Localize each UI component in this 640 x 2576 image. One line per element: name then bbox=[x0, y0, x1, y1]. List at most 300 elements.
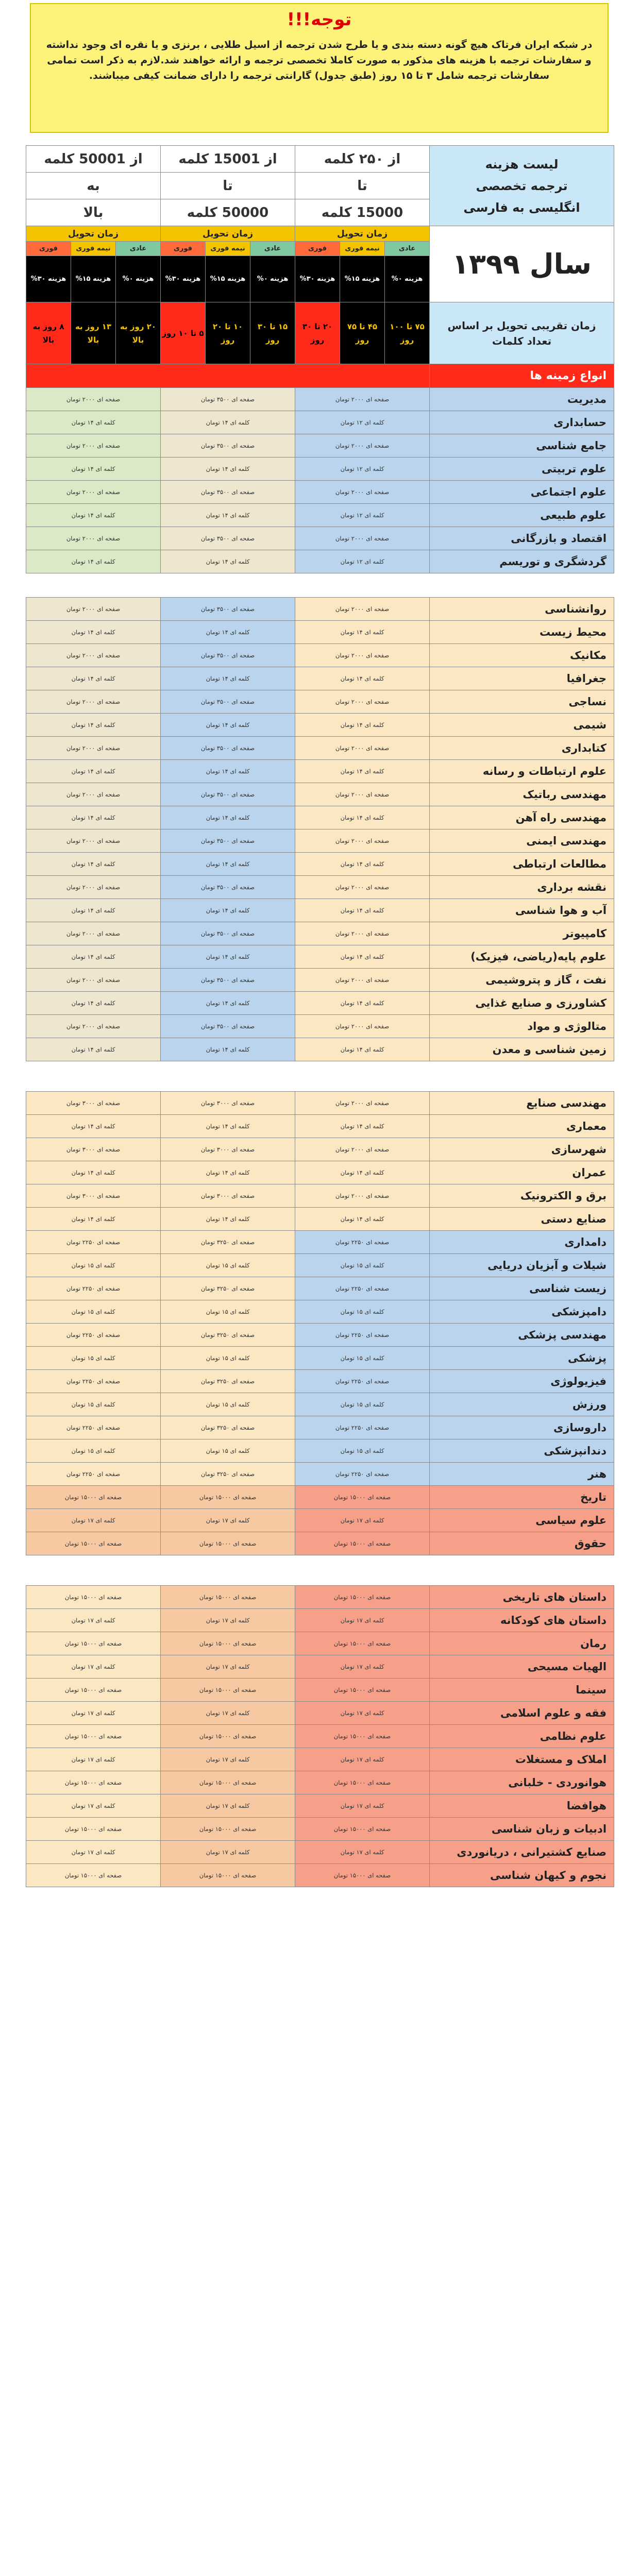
price-cell: صفحه ای ۲۰۰۰ تومان bbox=[295, 527, 430, 550]
price-cell: کلمه ای ۱۴ تومان bbox=[161, 621, 295, 644]
delivery-days: ۴۵ تا ۷۵ روز bbox=[340, 302, 385, 364]
price-cell: کلمه ای ۱۴ تومان bbox=[26, 714, 161, 737]
subject-name: برق و الکترونیک bbox=[430, 1184, 614, 1208]
price-cell: کلمه ای ۱۵ تومان bbox=[295, 1393, 430, 1416]
price-cell: کلمه ای ۱۵ تومان bbox=[161, 1439, 295, 1463]
price-cell: صفحه ای ۳۵۰۰ تومان bbox=[161, 527, 295, 550]
price-cell: صفحه ای ۳۵۰۰ تومان bbox=[161, 829, 295, 853]
price-cell: صفحه ای ۱۵۰۰۰ تومان bbox=[161, 1486, 295, 1509]
price-cell: کلمه ای ۱۲ تومان bbox=[295, 550, 430, 573]
price-cell: کلمه ای ۱۴ تومان bbox=[161, 992, 295, 1015]
price-cell: صفحه ای ۳۰۰۰ تومان bbox=[26, 1138, 161, 1161]
subject-name: فقه و علوم اسلامی bbox=[430, 1702, 614, 1725]
price-cell: صفحه ای ۲۰۰۰ تومان bbox=[26, 922, 161, 945]
delivery-time-label-1: زمان تحویل bbox=[295, 226, 430, 242]
subject-name: فیزیولوژی bbox=[430, 1370, 614, 1393]
price-cell: کلمه ای ۱۴ تومان bbox=[161, 760, 295, 783]
range-header-3-line2: به bbox=[26, 173, 161, 199]
price-cell: صفحه ای ۳۲۵۰ تومان bbox=[161, 1231, 295, 1254]
fields-label: انواع زمینه ها bbox=[430, 364, 614, 388]
price-cell: کلمه ای ۱۷ تومان bbox=[161, 1702, 295, 1725]
price-cell: صفحه ای ۲۰۰۰ تومان bbox=[26, 737, 161, 760]
price-cell: کلمه ای ۱۴ تومان bbox=[295, 1038, 430, 1061]
price-cell: کلمه ای ۱۴ تومان bbox=[26, 1115, 161, 1138]
price-cell: صفحه ای ۱۵۰۰۰ تومان bbox=[161, 1586, 295, 1609]
table-row bbox=[26, 853, 614, 876]
subject-name: کامپیوتر bbox=[430, 922, 614, 945]
notice-box bbox=[30, 3, 609, 133]
price-cell: کلمه ای ۱۵ تومان bbox=[295, 1439, 430, 1463]
mode-label: فوری bbox=[295, 242, 340, 256]
price-cell: صفحه ای ۲۰۰۰ تومان bbox=[295, 1015, 430, 1038]
price-cell: صفحه ای ۱۵۰۰۰ تومان bbox=[295, 1725, 430, 1748]
title-line2: ترجمه تخصصی bbox=[476, 178, 568, 193]
section-gap bbox=[26, 1555, 614, 1586]
price-cell: صفحه ای ۱۵۰۰۰ تومان bbox=[295, 1679, 430, 1702]
price-cell: کلمه ای ۱۷ تومان bbox=[161, 1655, 295, 1679]
subject-name: شهرسازی bbox=[430, 1138, 614, 1161]
price-cell: صفحه ای ۲۰۰۰ تومان bbox=[295, 876, 430, 899]
table-row bbox=[26, 550, 614, 573]
price-cell: کلمه ای ۱۴ تومان bbox=[26, 1208, 161, 1231]
year-box: سال ۱۳۹۹ bbox=[430, 226, 614, 302]
price-cell: کلمه ای ۱۵ تومان bbox=[26, 1347, 161, 1370]
subject-name: حسابداری bbox=[430, 411, 614, 434]
price-cell: صفحه ای ۳۵۰۰ تومان bbox=[161, 922, 295, 945]
price-cell: کلمه ای ۱۵ تومان bbox=[161, 1393, 295, 1416]
table-row bbox=[26, 1161, 614, 1184]
price-cell: کلمه ای ۱۴ تومان bbox=[295, 992, 430, 1015]
price-cell: کلمه ای ۱۴ تومان bbox=[26, 806, 161, 829]
title-line1: لیست هزینه bbox=[485, 157, 559, 172]
delivery-days: ۸ روز به بالا bbox=[26, 302, 71, 364]
table-row bbox=[26, 527, 614, 550]
table-row bbox=[26, 1841, 614, 1864]
table-row bbox=[26, 1632, 614, 1655]
section-gap bbox=[26, 1061, 614, 1092]
table-row bbox=[26, 1138, 614, 1161]
price-cell: صفحه ای ۳۰۰۰ تومان bbox=[26, 1184, 161, 1208]
price-cell: کلمه ای ۱۷ تومان bbox=[161, 1509, 295, 1532]
table-row bbox=[26, 737, 614, 760]
price-cell: کلمه ای ۱۴ تومان bbox=[161, 1038, 295, 1061]
price-cell: صفحه ای ۲۲۵۰ تومان bbox=[295, 1231, 430, 1254]
table-row bbox=[26, 690, 614, 714]
price-cell: کلمه ای ۱۴ تومان bbox=[295, 945, 430, 969]
subject-name: علوم پایه(ریاضی، فیزیک) bbox=[430, 945, 614, 969]
table-row bbox=[26, 1771, 614, 1794]
price-cell: کلمه ای ۱۴ تومان bbox=[161, 504, 295, 527]
table-row bbox=[26, 1586, 614, 1609]
range-header-1-line1: از ۲۵۰ کلمه bbox=[295, 146, 430, 173]
mode-label: فوری bbox=[26, 242, 71, 256]
price-cell: صفحه ای ۱۵۰۰۰ تومان bbox=[161, 1679, 295, 1702]
price-cell: کلمه ای ۱۴ تومان bbox=[26, 760, 161, 783]
price-cell: کلمه ای ۱۴ تومان bbox=[26, 992, 161, 1015]
subject-name: نساجی bbox=[430, 690, 614, 714]
price-cell: کلمه ای ۱۴ تومان bbox=[161, 550, 295, 573]
price-cell: کلمه ای ۱۴ تومان bbox=[295, 899, 430, 922]
price-cell: صفحه ای ۳۲۵۰ تومان bbox=[161, 1277, 295, 1300]
subject-name: سینما bbox=[430, 1679, 614, 1702]
table-row bbox=[26, 388, 614, 411]
subject-name: مکانیک bbox=[430, 644, 614, 667]
subject-name: محیط زیست bbox=[430, 621, 614, 644]
price-cell: کلمه ای ۱۷ تومان bbox=[295, 1841, 430, 1864]
price-cell: کلمه ای ۱۴ تومان bbox=[26, 853, 161, 876]
price-cell: صفحه ای ۲۰۰۰ تومان bbox=[26, 783, 161, 806]
price-cell: کلمه ای ۱۴ تومان bbox=[295, 806, 430, 829]
price-cell: کلمه ای ۱۵ تومان bbox=[295, 1254, 430, 1277]
price-percent: هزینه ۰% bbox=[385, 256, 430, 302]
price-percent: هزینه ۱۵% bbox=[206, 256, 250, 302]
price-percent: هزینه ۱۵% bbox=[71, 256, 116, 302]
price-cell: صفحه ای ۱۵۰۰۰ تومان bbox=[26, 1486, 161, 1509]
subject-name: ادبیات و زبان شناسی bbox=[430, 1818, 614, 1841]
subject-name: دندانپزشکی bbox=[430, 1439, 614, 1463]
price-cell: کلمه ای ۱۴ تومان bbox=[161, 853, 295, 876]
price-cell: صفحه ای ۲۰۰۰ تومان bbox=[295, 598, 430, 621]
price-cell: صفحه ای ۲۲۵۰ تومان bbox=[26, 1277, 161, 1300]
price-cell: صفحه ای ۳۰۰۰ تومان bbox=[26, 1092, 161, 1115]
subject-name: زیست شناسی bbox=[430, 1277, 614, 1300]
price-cell: صفحه ای ۲۰۰۰ تومان bbox=[295, 922, 430, 945]
subject-name: معماری bbox=[430, 1115, 614, 1138]
price-cell: صفحه ای ۲۰۰۰ تومان bbox=[295, 1184, 430, 1208]
table-row bbox=[26, 760, 614, 783]
delivery-days: ۷۵ تا ۱۰۰ روز bbox=[385, 302, 430, 364]
price-cell: کلمه ای ۱۴ تومان bbox=[161, 714, 295, 737]
price-percent: هزینه ۰% bbox=[116, 256, 161, 302]
price-cell: کلمه ای ۱۴ تومان bbox=[26, 504, 161, 527]
subject-name: علوم اجتماعی bbox=[430, 481, 614, 504]
table-row bbox=[26, 1277, 614, 1300]
price-cell: صفحه ای ۲۰۰۰ تومان bbox=[26, 434, 161, 457]
price-cell: کلمه ای ۱۴ تومان bbox=[26, 411, 161, 434]
price-cell: کلمه ای ۱۴ تومان bbox=[295, 621, 430, 644]
range-header-1-line3: 15000 کلمه bbox=[295, 199, 430, 226]
price-cell: کلمه ای ۱۴ تومان bbox=[295, 1208, 430, 1231]
price-cell: کلمه ای ۱۷ تومان bbox=[295, 1702, 430, 1725]
price-cell: صفحه ای ۱۵۰۰۰ تومان bbox=[26, 1725, 161, 1748]
subject-name: علوم طبیعی bbox=[430, 504, 614, 527]
price-cell: صفحه ای ۲۲۵۰ تومان bbox=[26, 1370, 161, 1393]
price-cell: صفحه ای ۲۰۰۰ تومان bbox=[295, 434, 430, 457]
price-cell: صفحه ای ۳۲۵۰ تومان bbox=[161, 1463, 295, 1486]
price-cell: کلمه ای ۱۴ تومان bbox=[295, 1161, 430, 1184]
price-cell: کلمه ای ۱۲ تومان bbox=[295, 411, 430, 434]
table-row bbox=[26, 1702, 614, 1725]
section-gap bbox=[26, 573, 614, 598]
subject-name: شیمی bbox=[430, 714, 614, 737]
price-table bbox=[26, 145, 614, 1887]
price-cell: کلمه ای ۱۷ تومان bbox=[26, 1841, 161, 1864]
price-cell: صفحه ای ۲۲۵۰ تومان bbox=[295, 1324, 430, 1347]
price-cell: صفحه ای ۳۰۰۰ تومان bbox=[161, 1092, 295, 1115]
subject-name: روانشناسی bbox=[430, 598, 614, 621]
table-row bbox=[26, 1609, 614, 1632]
table-row bbox=[26, 992, 614, 1015]
price-cell: صفحه ای ۲۰۰۰ تومان bbox=[26, 481, 161, 504]
title-line3: انگلیسی به فارسی bbox=[463, 200, 580, 215]
price-cell: صفحه ای ۲۰۰۰ تومان bbox=[295, 783, 430, 806]
price-cell: صفحه ای ۲۰۰۰ تومان bbox=[26, 690, 161, 714]
subject-name: علوم سیاسی bbox=[430, 1509, 614, 1532]
table-row bbox=[26, 504, 614, 527]
price-cell: صفحه ای ۲۰۰۰ تومان bbox=[295, 737, 430, 760]
price-cell: صفحه ای ۳۵۰۰ تومان bbox=[161, 598, 295, 621]
delivery-days: ۱۰ تا ۲۰ روز bbox=[206, 302, 250, 364]
price-cell: صفحه ای ۱۵۰۰۰ تومان bbox=[295, 1818, 430, 1841]
price-cell: کلمه ای ۱۴ تومان bbox=[26, 1161, 161, 1184]
price-cell: صفحه ای ۱۵۰۰۰ تومان bbox=[26, 1679, 161, 1702]
price-cell: کلمه ای ۱۷ تومان bbox=[26, 1609, 161, 1632]
subject-name: هوافضا bbox=[430, 1794, 614, 1818]
price-percent: هزینه ۳۰% bbox=[26, 256, 71, 302]
price-cell: صفحه ای ۲۲۵۰ تومان bbox=[295, 1370, 430, 1393]
table-row bbox=[26, 1509, 614, 1532]
price-percent: هزینه ۳۰% bbox=[161, 256, 206, 302]
price-cell: کلمه ای ۱۵ تومان bbox=[295, 1300, 430, 1324]
subject-name: عمران bbox=[430, 1161, 614, 1184]
price-cell: صفحه ای ۲۰۰۰ تومان bbox=[26, 969, 161, 992]
price-cell: کلمه ای ۱۴ تومان bbox=[161, 945, 295, 969]
subject-name: علوم ارتباطات و رسانه bbox=[430, 760, 614, 783]
subject-name: ورزش bbox=[430, 1393, 614, 1416]
table-row bbox=[26, 621, 614, 644]
price-cell: کلمه ای ۱۴ تومان bbox=[295, 667, 430, 690]
table-row bbox=[26, 1115, 614, 1138]
price-cell: کلمه ای ۱۵ تومان bbox=[26, 1254, 161, 1277]
price-cell: کلمه ای ۱۴ تومان bbox=[161, 806, 295, 829]
table-row bbox=[26, 1370, 614, 1393]
subject-name: آب و هوا شناسی bbox=[430, 899, 614, 922]
table-row bbox=[26, 1254, 614, 1277]
price-cell: صفحه ای ۲۲۵۰ تومان bbox=[26, 1231, 161, 1254]
subject-name: علوم نظامی bbox=[430, 1725, 614, 1748]
table-row bbox=[26, 1864, 614, 1887]
table-row bbox=[26, 1038, 614, 1061]
price-cell: کلمه ای ۱۴ تومان bbox=[295, 760, 430, 783]
range-header-3-line3: بالا bbox=[26, 199, 161, 226]
table-row bbox=[26, 783, 614, 806]
table-row bbox=[26, 714, 614, 737]
price-cell: صفحه ای ۳۲۵۰ تومان bbox=[161, 1324, 295, 1347]
table-row bbox=[26, 667, 614, 690]
price-cell: صفحه ای ۲۰۰۰ تومان bbox=[26, 388, 161, 411]
price-cell: کلمه ای ۱۷ تومان bbox=[295, 1794, 430, 1818]
price-cell: صفحه ای ۲۲۵۰ تومان bbox=[295, 1416, 430, 1439]
price-cell: کلمه ای ۱۵ تومان bbox=[161, 1300, 295, 1324]
price-cell: صفحه ای ۲۰۰۰ تومان bbox=[26, 527, 161, 550]
table-row bbox=[26, 1655, 614, 1679]
delivery-time-label-2: زمان تحویل bbox=[161, 226, 295, 242]
price-cell: صفحه ای ۲۰۰۰ تومان bbox=[295, 388, 430, 411]
price-cell: صفحه ای ۱۵۰۰۰ تومان bbox=[161, 1532, 295, 1555]
price-cell: صفحه ای ۱۵۰۰۰ تومان bbox=[295, 1486, 430, 1509]
table-row bbox=[26, 1794, 614, 1818]
delivery-days: ۱۳ روز به بالا bbox=[71, 302, 116, 364]
price-cell: صفحه ای ۳۵۰۰ تومان bbox=[161, 434, 295, 457]
price-cell: صفحه ای ۳۵۰۰ تومان bbox=[161, 388, 295, 411]
price-cell: صفحه ای ۲۰۰۰ تومان bbox=[295, 969, 430, 992]
price-cell: کلمه ای ۱۵ تومان bbox=[295, 1347, 430, 1370]
delivery-time-label-3: زمان تحویل bbox=[26, 226, 161, 242]
price-cell: صفحه ای ۱۵۰۰۰ تومان bbox=[295, 1632, 430, 1655]
table-row bbox=[26, 481, 614, 504]
price-cell: صفحه ای ۱۵۰۰۰ تومان bbox=[26, 1586, 161, 1609]
range-header-2-line3: 50000 کلمه bbox=[161, 199, 295, 226]
subject-name: هوانوردی - خلبانی bbox=[430, 1771, 614, 1794]
delivery-days: ۱۵ تا ۳۰ روز bbox=[250, 302, 295, 364]
table-row bbox=[26, 945, 614, 969]
price-cell: صفحه ای ۱۵۰۰۰ تومان bbox=[295, 1532, 430, 1555]
price-cell: کلمه ای ۱۷ تومان bbox=[26, 1509, 161, 1532]
notice-title: توجه!!! bbox=[287, 9, 352, 30]
subject-name: پزشکی bbox=[430, 1347, 614, 1370]
price-cell: صفحه ای ۱۵۰۰۰ تومان bbox=[26, 1818, 161, 1841]
price-cell: صفحه ای ۲۰۰۰ تومان bbox=[295, 644, 430, 667]
price-cell: کلمه ای ۱۷ تومان bbox=[161, 1794, 295, 1818]
table-row bbox=[26, 1439, 614, 1463]
price-cell: صفحه ای ۱۵۰۰۰ تومان bbox=[295, 1864, 430, 1887]
price-cell: صفحه ای ۱۵۰۰۰ تومان bbox=[161, 1632, 295, 1655]
subject-name: زمین شناسی و معدن bbox=[430, 1038, 614, 1061]
price-cell: کلمه ای ۱۷ تومان bbox=[295, 1609, 430, 1632]
price-cell: کلمه ای ۱۲ تومان bbox=[295, 504, 430, 527]
table-row bbox=[26, 1347, 614, 1370]
price-cell: صفحه ای ۲۰۰۰ تومان bbox=[26, 1015, 161, 1038]
price-cell: کلمه ای ۱۷ تومان bbox=[295, 1655, 430, 1679]
subject-name: متالوژی و مواد bbox=[430, 1015, 614, 1038]
price-cell: صفحه ای ۳۵۰۰ تومان bbox=[161, 737, 295, 760]
subject-name: کتابداری bbox=[430, 737, 614, 760]
subject-name: کشاورزی و صنایع غذایی bbox=[430, 992, 614, 1015]
table-row bbox=[26, 644, 614, 667]
price-cell: کلمه ای ۱۴ تومان bbox=[26, 550, 161, 573]
price-cell: صفحه ای ۱۵۰۰۰ تومان bbox=[26, 1771, 161, 1794]
table-row bbox=[26, 457, 614, 481]
subject-name: داستان های تاریخی bbox=[430, 1586, 614, 1609]
price-cell: صفحه ای ۳۵۰۰ تومان bbox=[161, 783, 295, 806]
price-cell: کلمه ای ۱۴ تومان bbox=[26, 457, 161, 481]
subject-name: داستان های کودکانه bbox=[430, 1609, 614, 1632]
mode-label: فوری bbox=[161, 242, 206, 256]
price-cell: کلمه ای ۱۷ تومان bbox=[161, 1609, 295, 1632]
subject-name: نقشه برداری bbox=[430, 876, 614, 899]
range-header-2-line1: از 15001 کلمه bbox=[161, 146, 295, 173]
range-header-2-line2: تا bbox=[161, 173, 295, 199]
table-row bbox=[26, 1532, 614, 1555]
table-row bbox=[26, 1324, 614, 1347]
price-cell: صفحه ای ۱۵۰۰۰ تومان bbox=[26, 1864, 161, 1887]
price-cell: صفحه ای ۳۵۰۰ تومان bbox=[161, 969, 295, 992]
table-row bbox=[26, 1818, 614, 1841]
price-cell: صفحه ای ۳۵۰۰ تومان bbox=[161, 690, 295, 714]
mode-label: عادی bbox=[385, 242, 430, 256]
price-cell: کلمه ای ۱۷ تومان bbox=[295, 1509, 430, 1532]
price-cell: کلمه ای ۱۵ تومان bbox=[161, 1347, 295, 1370]
price-cell: کلمه ای ۱۲ تومان bbox=[295, 457, 430, 481]
subject-name: صنایع کشتیرانی ، دریانوردی bbox=[430, 1841, 614, 1864]
price-cell: صفحه ای ۲۰۰۰ تومان bbox=[26, 598, 161, 621]
mode-label: نیمه فوری bbox=[340, 242, 385, 256]
subject-name: مهندسی رباتیک bbox=[430, 783, 614, 806]
table-row bbox=[26, 1184, 614, 1208]
price-cell: کلمه ای ۱۷ تومان bbox=[26, 1794, 161, 1818]
subject-name: نجوم و کیهان شناسی bbox=[430, 1864, 614, 1887]
price-cell: کلمه ای ۱۵ تومان bbox=[161, 1254, 295, 1277]
price-cell: صفحه ای ۳۰۰۰ تومان bbox=[161, 1138, 295, 1161]
table-row bbox=[26, 922, 614, 945]
price-cell: صفحه ای ۱۵۰۰۰ تومان bbox=[26, 1632, 161, 1655]
subject-name: مدیریت bbox=[430, 388, 614, 411]
table-row bbox=[26, 1208, 614, 1231]
price-percent: هزینه ۳۰% bbox=[295, 256, 340, 302]
mode-label: نیمه فوری bbox=[71, 242, 116, 256]
price-cell: کلمه ای ۱۴ تومان bbox=[161, 899, 295, 922]
subject-name: نفت ، گاز و پتروشیمی bbox=[430, 969, 614, 992]
subject-name: مطالعات ارتباطی bbox=[430, 853, 614, 876]
price-cell: صفحه ای ۲۰۰۰ تومان bbox=[295, 829, 430, 853]
price-cell: کلمه ای ۱۴ تومان bbox=[161, 411, 295, 434]
price-cell: صفحه ای ۲۲۵۰ تومان bbox=[26, 1416, 161, 1439]
price-cell: صفحه ای ۱۵۰۰۰ تومان bbox=[161, 1818, 295, 1841]
table-row bbox=[26, 1725, 614, 1748]
price-cell: صفحه ای ۱۵۰۰۰ تومان bbox=[26, 1532, 161, 1555]
title-box bbox=[430, 146, 614, 226]
price-cell: صفحه ای ۳۵۰۰ تومان bbox=[161, 481, 295, 504]
subject-name: داروسازی bbox=[430, 1416, 614, 1439]
subject-name: هنر bbox=[430, 1463, 614, 1486]
subject-name: مهندسی راه آهن bbox=[430, 806, 614, 829]
table-row bbox=[26, 1748, 614, 1771]
table-row bbox=[26, 1092, 614, 1115]
delivery-estimate-label: زمان تقریبی تحویل بر اساس تعداد کلمات bbox=[430, 302, 614, 364]
mode-label: نیمه فوری bbox=[206, 242, 250, 256]
price-cell: کلمه ای ۱۴ تومان bbox=[26, 899, 161, 922]
subject-name: رمان bbox=[430, 1632, 614, 1655]
price-cell: کلمه ای ۱۴ تومان bbox=[295, 1115, 430, 1138]
table-row bbox=[26, 876, 614, 899]
price-cell: صفحه ای ۲۰۰۰ تومان bbox=[295, 690, 430, 714]
price-cell: کلمه ای ۱۴ تومان bbox=[161, 457, 295, 481]
subject-name: مهندسی صنایع bbox=[430, 1092, 614, 1115]
price-cell: صفحه ای ۲۰۰۰ تومان bbox=[295, 1092, 430, 1115]
subject-name: املاک و مستغلات bbox=[430, 1748, 614, 1771]
subject-name: جامع شناسی bbox=[430, 434, 614, 457]
table-row bbox=[26, 1486, 614, 1509]
table-row bbox=[26, 829, 614, 853]
price-cell: صفحه ای ۳۲۵۰ تومان bbox=[161, 1416, 295, 1439]
price-cell: کلمه ای ۱۴ تومان bbox=[26, 945, 161, 969]
subject-name: دامداری bbox=[430, 1231, 614, 1254]
table-row bbox=[26, 1393, 614, 1416]
subject-name: دامپزشکی bbox=[430, 1300, 614, 1324]
price-cell: کلمه ای ۱۴ تومان bbox=[161, 667, 295, 690]
table-row bbox=[26, 411, 614, 434]
price-cell: کلمه ای ۱۷ تومان bbox=[26, 1748, 161, 1771]
price-cell: کلمه ای ۱۵ تومان bbox=[26, 1439, 161, 1463]
delivery-days: ۲۰ روز به بالا bbox=[116, 302, 161, 364]
price-cell: صفحه ای ۱۵۰۰۰ تومان bbox=[295, 1771, 430, 1794]
price-cell: صفحه ای ۱۵۰۰۰ تومان bbox=[295, 1586, 430, 1609]
subject-name: اقتصاد و بازرگانی bbox=[430, 527, 614, 550]
delivery-days: ۲۰ تا ۳۰ روز bbox=[295, 302, 340, 364]
price-cell: صفحه ای ۳۵۰۰ تومان bbox=[161, 644, 295, 667]
subject-name: شیلات و آبزیان دریایی bbox=[430, 1254, 614, 1277]
price-cell: کلمه ای ۱۴ تومان bbox=[26, 621, 161, 644]
